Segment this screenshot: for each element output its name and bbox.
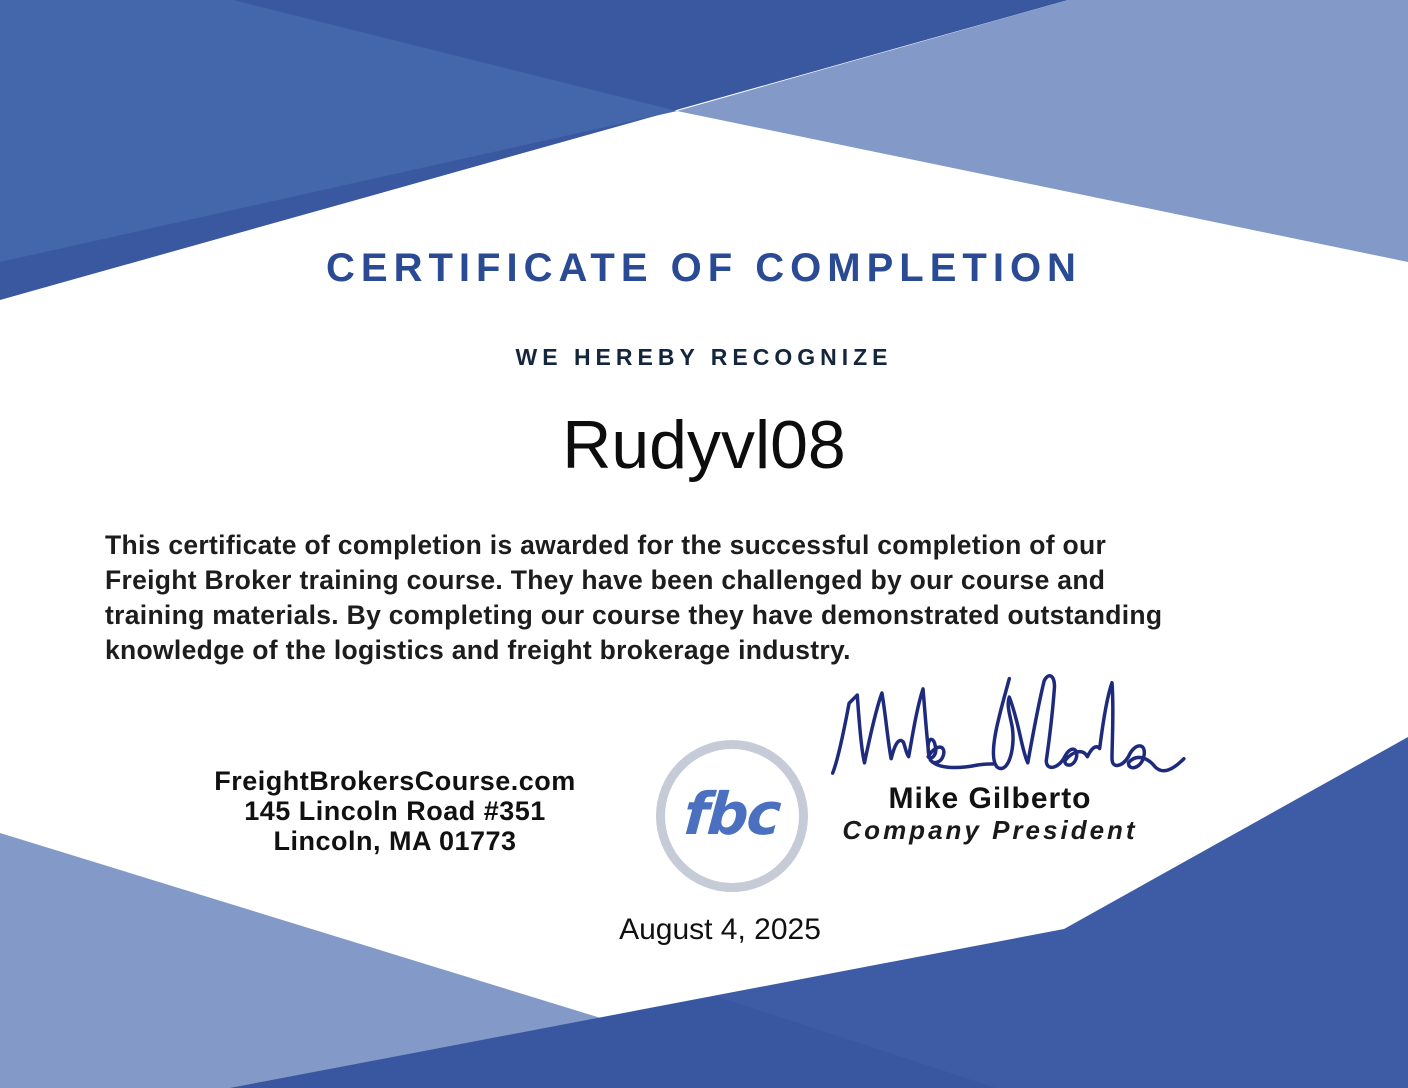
signatory-name: Mike Gilberto — [888, 782, 1092, 815]
recipient-name: Rudyvl08 — [562, 407, 846, 483]
issue-date: August 4, 2025 — [619, 913, 821, 946]
certificate-body — [105, 528, 1320, 668]
signature-image — [808, 664, 1188, 798]
issuer-website: FreightBrokersCourse.com — [214, 766, 576, 796]
issuer-address-line2: Lincoln, MA 01773 — [273, 826, 517, 856]
fbc-logo — [656, 740, 808, 892]
body-line-3: training materials. By completing our course they have demonstrated outstanding — [105, 600, 1163, 630]
certificate-title: CERTIFICATE OF COMPLETION — [326, 246, 1082, 290]
body-line-2: Freight Broker training course. They have been challenged by our course and — [105, 565, 1106, 595]
certificate-subtitle: WE HEREBY RECOGNIZE — [515, 344, 893, 370]
body-line-4: knowledge of the logistics and freight brokerage industry. — [105, 635, 851, 665]
issuer-address-block — [135, 766, 655, 856]
body-line-1: This certificate of completion is awarded for the successful completion of our — [105, 530, 1107, 560]
signature-stroke-first-name — [833, 689, 995, 773]
signature-stroke-last-name — [993, 676, 1183, 771]
issuer-address-line1: 145 Lincoln Road #351 — [244, 796, 546, 826]
fbc-logo-text: fbc — [682, 780, 782, 848]
signatory-title: Company President — [842, 815, 1138, 845]
